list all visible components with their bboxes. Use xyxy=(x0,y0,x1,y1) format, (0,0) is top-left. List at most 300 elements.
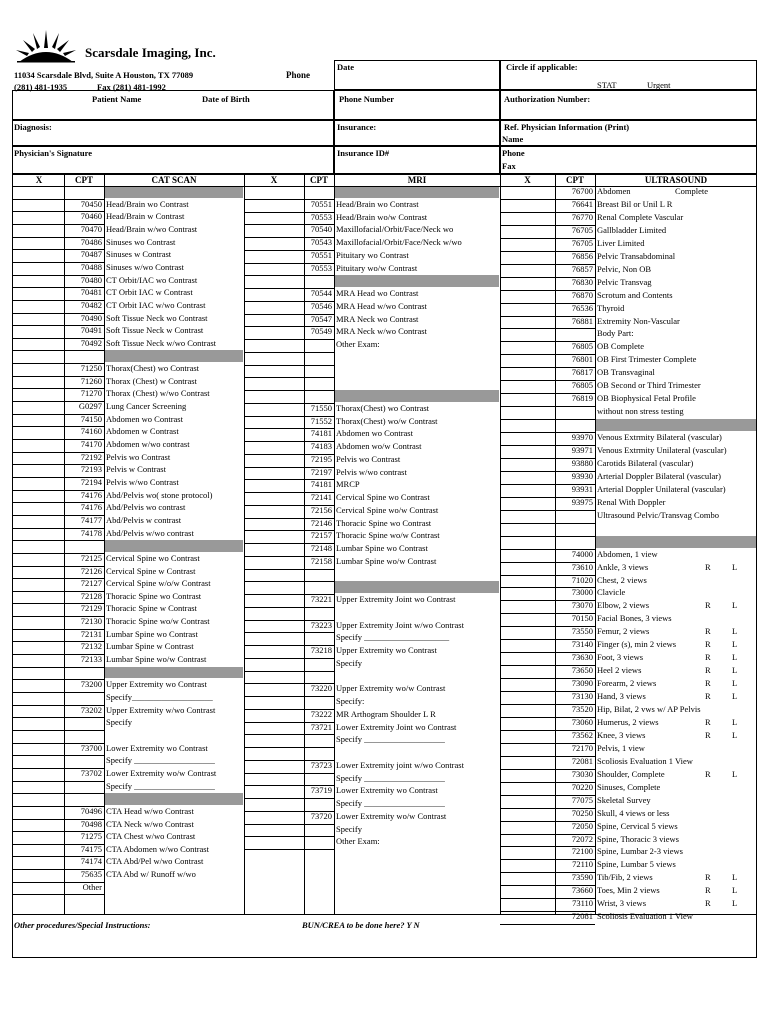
select-checkbox[interactable] xyxy=(246,454,302,466)
select-checkbox[interactable] xyxy=(14,262,62,274)
patient-field[interactable] xyxy=(12,90,334,120)
select-checkbox[interactable] xyxy=(502,846,553,858)
section-header xyxy=(334,275,499,287)
select-checkbox[interactable] xyxy=(502,834,553,846)
side-right-option[interactable]: R xyxy=(705,652,711,663)
exam-description: Thoracic Spine wo/w Contrast xyxy=(106,616,210,627)
exam-description: Lower Extremity wo Contrast xyxy=(336,785,438,796)
select-checkbox[interactable] xyxy=(502,872,553,884)
exam-description: Ultrasound Pelvic/Transvag Combo xyxy=(597,509,719,520)
select-checkbox[interactable] xyxy=(14,452,62,464)
ref-contact-field[interactable] xyxy=(500,146,757,174)
select-checkbox[interactable] xyxy=(14,224,62,236)
exam-description: Forearm, 2 views xyxy=(597,678,657,689)
cpt-code: 70549 xyxy=(310,326,332,337)
column-divider xyxy=(304,174,305,914)
select-checkbox[interactable] xyxy=(14,819,62,831)
select-checkbox[interactable] xyxy=(502,277,553,289)
select-checkbox[interactable] xyxy=(502,808,553,820)
select-checkbox[interactable] xyxy=(246,811,302,823)
select-checkbox[interactable] xyxy=(246,632,302,644)
select-checkbox[interactable] xyxy=(502,471,553,483)
side-right-option[interactable]: R xyxy=(705,626,711,637)
exam-description: Lumbar Spine wo Contrast xyxy=(336,543,428,553)
cpt-code: 74178 xyxy=(80,527,102,538)
select-checkbox[interactable] xyxy=(14,199,62,211)
select-checkbox[interactable] xyxy=(502,821,553,833)
exam-description: Pelvis w Contrast xyxy=(106,464,166,475)
select-checkbox[interactable] xyxy=(502,328,553,340)
cpt-code: 73700 xyxy=(80,742,102,753)
exam-description: Pelvis w/wo Contrast xyxy=(106,476,179,487)
select-checkbox[interactable] xyxy=(502,885,553,897)
select-checkbox[interactable] xyxy=(246,416,302,428)
cpt-code: 71250 xyxy=(80,363,102,374)
select-checkbox[interactable] xyxy=(14,502,62,514)
select-checkbox[interactable] xyxy=(14,477,62,489)
select-checkbox[interactable] xyxy=(246,607,302,619)
cpt-code: 73221 xyxy=(310,594,332,604)
cpt-code: 72197 xyxy=(310,466,332,477)
exam-description: Hand, 3 views xyxy=(597,691,646,702)
exam-description: Arterial Doppler Unilateral (vascular) xyxy=(597,483,726,494)
select-checkbox[interactable] xyxy=(246,377,302,389)
cpt-code: 76801 xyxy=(571,354,593,365)
select-checkbox[interactable] xyxy=(502,704,553,716)
select-checkbox[interactable] xyxy=(246,683,302,695)
select-checkbox[interactable] xyxy=(14,692,62,704)
side-left-option[interactable]: L xyxy=(732,678,738,689)
select-checkbox[interactable] xyxy=(246,365,302,377)
exam-description: Pelvic, Non OB xyxy=(597,263,652,274)
select-checkbox[interactable] xyxy=(502,432,553,444)
exam-description: CT Orbit IAC w/wo Contrast xyxy=(106,299,206,310)
exam-description: Specify xyxy=(106,717,132,728)
cpt-code: 70482 xyxy=(80,299,102,310)
select-checkbox[interactable] xyxy=(14,414,62,426)
select-checkbox[interactable] xyxy=(246,773,302,785)
select-checkbox[interactable] xyxy=(246,569,302,581)
exam-description: Pituitary wo Contrast xyxy=(336,249,409,260)
select-checkbox[interactable] xyxy=(14,856,62,868)
side-left-option[interactable]: L xyxy=(732,872,738,883)
select-checkbox[interactable] xyxy=(246,671,302,683)
exam-description: CTA Head w/wo Contrast xyxy=(106,805,194,816)
exam-description: MRA Neck w/wo Contrast xyxy=(336,326,427,337)
select-checkbox[interactable] xyxy=(246,824,302,836)
side-left-option[interactable]: L xyxy=(732,768,738,779)
select-checkbox[interactable] xyxy=(502,717,553,729)
cpt-code: 74170 xyxy=(80,439,102,449)
select-checkbox[interactable] xyxy=(246,556,302,568)
select-checkbox[interactable] xyxy=(14,515,62,527)
select-checkbox[interactable] xyxy=(502,678,553,690)
select-checkbox[interactable] xyxy=(14,629,62,641)
cpt-code: 71552 xyxy=(310,415,332,426)
exam-description: Thorax (Chest) w Contrast xyxy=(106,375,197,386)
row-divider xyxy=(500,536,595,537)
select-checkbox[interactable] xyxy=(502,290,553,302)
select-checkbox[interactable] xyxy=(246,467,302,479)
exam-description: Extremity Non-Vascular xyxy=(597,315,680,326)
side-left-option[interactable]: L xyxy=(732,626,738,637)
select-checkbox[interactable] xyxy=(246,760,302,772)
exam-description: Abd/Pelvis w/wo contrast xyxy=(106,527,194,538)
exam-description: Head/Brain w/wo Contrast xyxy=(106,223,198,234)
select-checkbox[interactable] xyxy=(246,441,302,453)
phone-number-label: Phone Number xyxy=(339,94,395,104)
cpt-code: G0297 xyxy=(78,401,102,412)
cpt-code: 70498 xyxy=(80,818,102,829)
select-checkbox[interactable] xyxy=(502,367,553,379)
column-divider xyxy=(500,174,501,914)
cpt-code: 76881 xyxy=(571,315,593,326)
select-checkbox[interactable] xyxy=(502,303,553,315)
select-checkbox[interactable] xyxy=(14,768,62,780)
select-checkbox[interactable] xyxy=(502,212,553,224)
select-checkbox[interactable] xyxy=(502,691,553,703)
select-checkbox[interactable] xyxy=(246,836,302,848)
select-checkbox[interactable] xyxy=(14,755,62,767)
select-checkbox[interactable] xyxy=(502,354,553,366)
urgent-option[interactable]: Urgent xyxy=(647,80,671,90)
select-checkbox[interactable] xyxy=(246,250,302,262)
side-right-option[interactable]: R xyxy=(705,561,711,572)
side-right-option[interactable]: R xyxy=(705,665,711,676)
exam-description: CT Orbit IAC w Contrast xyxy=(106,287,193,298)
cpt-header-2: CPT xyxy=(310,175,328,185)
side-right-option[interactable]: R xyxy=(705,716,711,727)
side-left-option[interactable]: L xyxy=(732,898,738,909)
side-right-option[interactable]: R xyxy=(705,729,711,740)
select-checkbox[interactable] xyxy=(14,641,62,653)
select-checkbox[interactable] xyxy=(246,505,302,517)
select-checkbox[interactable] xyxy=(246,722,302,734)
select-checkbox[interactable] xyxy=(14,806,62,818)
select-checkbox[interactable] xyxy=(502,782,553,794)
cpt-code: 71550 xyxy=(310,402,332,413)
select-checkbox[interactable] xyxy=(502,562,553,574)
column-divider xyxy=(595,174,596,914)
cpt-code: 76805 xyxy=(571,341,593,352)
select-checkbox[interactable] xyxy=(246,709,302,721)
date-field[interactable] xyxy=(334,60,500,90)
cpt-code: 72100 xyxy=(571,846,593,857)
select-checkbox[interactable] xyxy=(246,594,302,606)
x-header-3: X xyxy=(524,175,531,185)
select-checkbox[interactable] xyxy=(14,743,62,755)
cpt-code: 72127 xyxy=(80,578,102,589)
select-checkbox[interactable] xyxy=(14,376,62,388)
select-checkbox[interactable] xyxy=(246,479,302,491)
select-checkbox[interactable] xyxy=(14,882,62,894)
select-checkbox[interactable] xyxy=(246,288,302,300)
side-right-option[interactable]: R xyxy=(705,600,711,611)
select-checkbox[interactable] xyxy=(246,530,302,542)
company-phone: (281) 481-1935 xyxy=(14,82,68,92)
section-header xyxy=(595,536,756,548)
diagnosis-field[interactable] xyxy=(12,120,334,146)
select-checkbox[interactable] xyxy=(246,301,302,313)
select-checkbox[interactable] xyxy=(502,743,553,755)
side-left-option[interactable]: L xyxy=(732,691,738,702)
exam-description: Specify ____________________ xyxy=(336,632,450,643)
select-checkbox[interactable] xyxy=(502,199,553,211)
select-checkbox[interactable] xyxy=(14,426,62,438)
exam-description: Maxillofacial/Orbit/Face/Neck wo xyxy=(336,224,454,235)
select-checkbox[interactable] xyxy=(502,859,553,871)
select-checkbox[interactable] xyxy=(14,654,62,666)
select-checkbox[interactable] xyxy=(246,263,302,275)
select-checkbox[interactable] xyxy=(246,428,302,440)
cpt-code: 72195 xyxy=(310,453,332,464)
select-checkbox[interactable] xyxy=(502,549,553,561)
cpt-code: 72148 xyxy=(310,543,332,553)
cpt-code: 73720 xyxy=(310,810,332,821)
select-checkbox[interactable] xyxy=(14,211,62,223)
select-checkbox[interactable] xyxy=(246,314,302,326)
select-checkbox[interactable] xyxy=(502,458,553,470)
select-checkbox[interactable] xyxy=(14,237,62,249)
exam-description: Specify xyxy=(336,823,362,834)
exam-description: Pelvis, 1 view xyxy=(597,742,645,753)
select-checkbox[interactable] xyxy=(14,705,62,717)
select-checkbox[interactable] xyxy=(502,587,553,599)
select-checkbox[interactable] xyxy=(502,626,553,638)
select-checkbox[interactable] xyxy=(246,237,302,249)
cpt-code: 73520 xyxy=(571,704,593,714)
select-checkbox[interactable] xyxy=(246,747,302,759)
select-checkbox[interactable] xyxy=(502,406,553,418)
exam-description: Thorax(Chest) wo/w Contrast xyxy=(336,415,438,426)
select-checkbox[interactable] xyxy=(14,781,62,793)
exam-description: Femur, 2 views xyxy=(597,626,650,637)
select-checkbox[interactable] xyxy=(502,523,553,535)
side-left-option[interactable]: L xyxy=(732,665,738,676)
exam-description: Pelvic Transvag xyxy=(597,276,652,287)
exam-description: Specify ___________________ xyxy=(336,798,445,808)
other-procedures-label: Other procedures/Special Instructions: xyxy=(14,920,151,930)
side-left-option[interactable]: L xyxy=(732,716,738,727)
select-checkbox[interactable] xyxy=(14,464,62,476)
select-checkbox[interactable] xyxy=(502,575,553,587)
select-checkbox[interactable] xyxy=(502,795,553,807)
select-checkbox[interactable] xyxy=(14,566,62,578)
select-checkbox[interactable] xyxy=(502,652,553,664)
select-checkbox[interactable] xyxy=(14,338,62,350)
side-right-option[interactable]: R xyxy=(705,885,711,896)
select-checkbox[interactable] xyxy=(14,869,62,881)
select-checkbox[interactable] xyxy=(502,186,553,198)
select-checkbox[interactable] xyxy=(14,603,62,615)
exam-description: Spine, Lumbar 2-3 views xyxy=(597,846,683,857)
cpt-code: 93970 xyxy=(571,432,593,443)
exam-description: Skeletal Survey xyxy=(597,794,651,805)
select-checkbox[interactable] xyxy=(246,645,302,657)
cpt-code: 76870 xyxy=(571,289,593,300)
select-checkbox[interactable] xyxy=(14,553,62,565)
exam-description: Renal Complete Vascular xyxy=(597,211,684,222)
cpt-code: 76857 xyxy=(571,263,593,274)
select-checkbox[interactable] xyxy=(502,756,553,768)
select-checkbox[interactable] xyxy=(14,401,62,413)
exam-description: OB Complete xyxy=(597,341,644,352)
stat-option[interactable]: STAT xyxy=(597,80,617,90)
select-checkbox[interactable] xyxy=(246,518,302,530)
select-checkbox[interactable] xyxy=(14,730,62,742)
side-right-option[interactable]: R xyxy=(705,678,711,689)
select-checkbox[interactable] xyxy=(246,734,302,746)
select-checkbox[interactable] xyxy=(502,665,553,677)
select-checkbox[interactable] xyxy=(246,224,302,236)
select-checkbox[interactable] xyxy=(14,388,62,400)
section-header xyxy=(104,350,243,362)
select-checkbox[interactable] xyxy=(246,212,302,224)
exam-description: Abdomen wo/w Contrast xyxy=(336,441,422,451)
select-checkbox[interactable] xyxy=(14,439,62,451)
exam-description: Abdomen xyxy=(597,186,631,196)
select-checkbox[interactable] xyxy=(14,313,62,325)
select-checkbox[interactable] xyxy=(14,325,62,337)
side-right-option[interactable]: R xyxy=(705,768,711,779)
row-divider xyxy=(500,924,595,925)
select-checkbox[interactable] xyxy=(14,490,62,502)
select-checkbox[interactable] xyxy=(246,339,302,351)
exam-description: Venous Extrmity Bilateral (vascular) xyxy=(597,432,722,443)
select-checkbox[interactable] xyxy=(246,696,302,708)
side-right-option[interactable]: R xyxy=(705,872,711,883)
select-checkbox[interactable] xyxy=(14,679,62,691)
side-left-option[interactable]: L xyxy=(732,652,738,663)
exam-description: Sinuses w/wo Contrast xyxy=(106,261,184,272)
select-checkbox[interactable] xyxy=(502,769,553,781)
select-checkbox[interactable] xyxy=(14,616,62,628)
exam-description: Abdomen wo Contrast xyxy=(336,428,413,439)
select-checkbox[interactable] xyxy=(502,316,553,328)
cpt-code: 73630 xyxy=(571,652,593,663)
signature-label: Physician's Signature xyxy=(14,148,93,158)
select-checkbox[interactable] xyxy=(502,639,553,651)
ultrasound-header: ULTRASOUND xyxy=(644,175,708,185)
select-checkbox[interactable] xyxy=(502,264,553,276)
cpt-code: 74175 xyxy=(80,843,102,854)
side-left-option[interactable]: L xyxy=(732,729,738,740)
cpt-code: 71275 xyxy=(80,831,102,842)
select-checkbox[interactable] xyxy=(502,225,553,237)
side-right-option[interactable]: R xyxy=(705,639,711,650)
cpt-code: 76819 xyxy=(571,393,593,404)
patient-name-label: Patient Name xyxy=(92,94,142,104)
cat-scan-header: CAT SCAN xyxy=(151,175,197,185)
select-checkbox[interactable] xyxy=(14,591,62,603)
select-checkbox[interactable] xyxy=(14,844,62,856)
cpt-code: 70150 xyxy=(571,613,593,624)
select-checkbox[interactable] xyxy=(502,510,553,522)
exam-description: Shoulder, Complete xyxy=(597,768,665,779)
company-name: Scarsdale Imaging, Inc. xyxy=(85,45,216,60)
select-checkbox[interactable] xyxy=(502,251,553,263)
select-checkbox[interactable] xyxy=(502,613,553,625)
side-left-option[interactable]: L xyxy=(732,885,738,896)
section-header xyxy=(104,667,243,679)
exam-description: Thorax(Chest) wo Contrast xyxy=(336,402,430,413)
exam-description: Foot, 3 views xyxy=(597,652,644,663)
select-checkbox[interactable] xyxy=(14,275,62,287)
select-checkbox[interactable] xyxy=(502,484,553,496)
select-checkbox[interactable] xyxy=(246,658,302,670)
cpt-code: 70543 xyxy=(310,237,332,247)
exam-description: Abd/Pelvis w contrast xyxy=(106,514,182,525)
select-checkbox[interactable] xyxy=(502,445,553,457)
exam-description: Thoracic Spine wo/w Contrast xyxy=(336,530,440,541)
exam-description: CT Orbit/IAC wo Contrast xyxy=(106,274,198,285)
column-divider xyxy=(104,174,105,914)
cpt-code: 70553 xyxy=(310,211,332,222)
select-checkbox[interactable] xyxy=(246,326,302,338)
exam-description: Humerus, 2 views xyxy=(597,716,659,727)
exam-description: Upper Extremity Joint w/wo Contrast xyxy=(336,619,464,630)
cpt-code: 76830 xyxy=(571,276,593,287)
select-checkbox[interactable] xyxy=(14,528,62,540)
select-checkbox[interactable] xyxy=(246,798,302,810)
side-left-option[interactable]: L xyxy=(732,639,738,650)
select-checkbox[interactable] xyxy=(502,238,553,250)
insurance-label: Insurance: xyxy=(337,122,377,132)
select-checkbox[interactable] xyxy=(502,341,553,353)
exam-description: Head/Brain wo Contrast xyxy=(106,198,189,209)
select-checkbox[interactable] xyxy=(502,497,553,509)
select-checkbox[interactable] xyxy=(246,492,302,504)
exam-description: CTA Neck w/wo Contrast xyxy=(106,818,194,829)
select-checkbox[interactable] xyxy=(502,911,553,923)
select-checkbox[interactable] xyxy=(14,363,62,375)
select-checkbox[interactable] xyxy=(14,578,62,590)
select-checkbox[interactable] xyxy=(246,199,302,211)
exam-description: Thorax (Chest) w/wo Contrast xyxy=(106,388,210,399)
side-right-option[interactable]: R xyxy=(705,898,711,909)
select-checkbox[interactable] xyxy=(246,620,302,632)
cpt-code: 70488 xyxy=(80,261,102,272)
select-checkbox[interactable] xyxy=(246,543,302,555)
cpt-code: 76770 xyxy=(571,211,593,222)
cpt-code: 76700 xyxy=(571,186,593,196)
select-checkbox[interactable] xyxy=(502,730,553,742)
side-left-option[interactable]: L xyxy=(732,561,738,572)
exam-description: Maxillofacial/Orbit/Face/Neck w/wo xyxy=(336,237,462,247)
select-checkbox[interactable] xyxy=(502,380,553,392)
select-checkbox[interactable] xyxy=(502,600,553,612)
select-checkbox[interactable] xyxy=(14,300,62,312)
footer-divider xyxy=(12,914,757,915)
bun-crea-question[interactable]: BUN/CREA to be done here? Y N xyxy=(302,920,420,930)
cpt-code: 70544 xyxy=(310,288,332,298)
side-left-option[interactable]: L xyxy=(732,600,738,611)
select-checkbox[interactable] xyxy=(502,898,553,910)
select-checkbox[interactable] xyxy=(246,403,302,415)
select-checkbox[interactable] xyxy=(246,352,302,364)
cpt-code: 73650 xyxy=(571,665,593,676)
select-checkbox[interactable] xyxy=(14,287,62,299)
select-checkbox[interactable] xyxy=(502,393,553,405)
select-checkbox[interactable] xyxy=(246,785,302,797)
side-right-option[interactable]: R xyxy=(705,691,711,702)
exam-description: Upper Extremity Joint wo Contrast xyxy=(336,594,456,604)
cpt-code: 73140 xyxy=(571,639,593,650)
select-checkbox[interactable] xyxy=(14,249,62,261)
select-checkbox[interactable] xyxy=(14,831,62,843)
select-checkbox[interactable] xyxy=(14,717,62,729)
exam-description: Lower Extremity joint w/wo Contrast xyxy=(336,759,464,770)
